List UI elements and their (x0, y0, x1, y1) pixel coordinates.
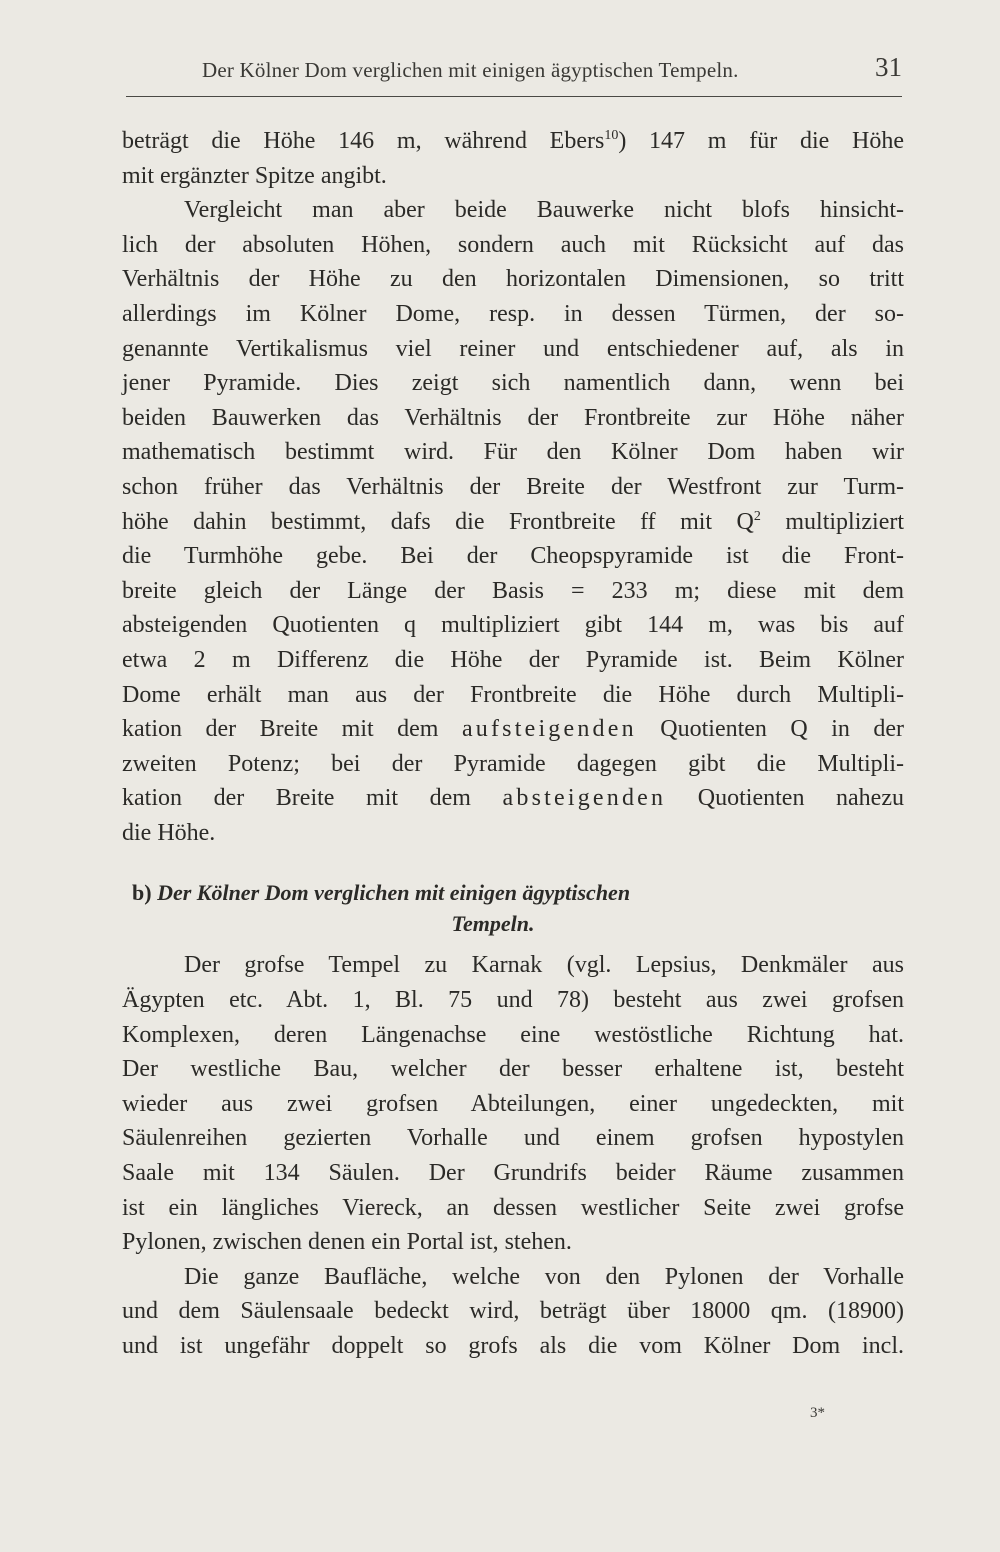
text-line: und dem Säulensaale bedeckt wird, beträgt über 18000 qm. (18900) (122, 1298, 904, 1325)
text-line: jener Pyramide. Dies zeigt sich namentlich dann, wenn bei (122, 370, 904, 397)
text-line: Der grofse Tempel zu Karnak (vgl. Lepsius, Denkmäler aus (184, 952, 904, 979)
text-line: genannte Vertikalismus viel reiner und entschiedener auf, als in (122, 335, 904, 362)
text-line: mit ergänzter Spitze angibt. (122, 162, 387, 189)
text-line: Verhältnis der Höhe zu den horizontalen Dimensionen, so tritt (122, 266, 904, 293)
text-line: Pylonen, zwischen denen ein Portal ist, stehen. (122, 1229, 572, 1256)
text-line: die Turmhöhe gebe. Bei der Cheopspyramide ist die Front- (122, 543, 904, 570)
paragraph (122, 193, 904, 850)
text-line (122, 712, 904, 747)
text-line: ist ein längliches Viereck, an dessen westlicher Seite zwei grofse (122, 1194, 904, 1221)
text-segment: Quotienten nahezu (666, 785, 904, 812)
section-label: b) (132, 880, 152, 906)
body-text (122, 124, 904, 1364)
header-rule (126, 96, 902, 97)
text-line: Ägypten etc. Abt. 1, Bl. 75 und 78) besteht aus zwei grofsen (122, 987, 904, 1014)
emphasized-word: aufsteigenden (461, 716, 637, 743)
text-line: mathematisch bestimmt wird. Für den Kölner Dom haben wir (122, 439, 904, 466)
paragraph (122, 124, 904, 193)
paragraph (122, 948, 904, 1259)
section-heading (122, 876, 904, 944)
section-title: Der Kölner Dom verglichen mit einigen ägyptischen (157, 880, 631, 906)
text-segment: Quotienten Q in der (636, 716, 904, 743)
text-line: die Höhe. (122, 819, 216, 846)
text-line: etwa 2 m Differenz die Höhe der Pyramide ist. Beim Kölner (122, 646, 904, 673)
text-line (122, 124, 904, 159)
page-number: 31 (875, 52, 902, 82)
section-heading-line: Tempeln. (451, 911, 535, 937)
text-line: Säulenreihen gezierten Vorhalle und einem grofsen hypostylen (122, 1125, 904, 1152)
text-segment: kation der Breite mit dem (122, 785, 503, 812)
text-line (122, 781, 904, 816)
text-line: Der westliche Bau, welcher der besser erhaltene ist, besteht (122, 1056, 904, 1083)
text-line: breite gleich der Länge der Basis = 233 m; diese mit dem (122, 577, 904, 604)
text-line: Komplexen, deren Längenachse eine westöstliche Richtung hat. (122, 1021, 904, 1048)
text-segment: kation der Breite mit dem (122, 716, 462, 743)
section-heading-line (122, 876, 904, 910)
text-line: Saale mit 134 Säulen. Der Grundrifs beider Räume zusammen (122, 1160, 904, 1187)
text-line: allerdings im Kölner Dome, resp. in dessen Türmen, der so- (122, 300, 904, 327)
emphasized-word: absteigenden (502, 785, 667, 812)
superscript: 2 (753, 508, 761, 524)
text-line: beiden Bauwerken das Verhältnis der Frontbreite zur Höhe näher (122, 404, 904, 431)
text-segment: multipliziert (760, 508, 904, 535)
text-segment: ) 147 m für die Höhe (618, 128, 904, 154)
text-line: wieder aus zwei grofsen Abteilungen, einer ungedeckten, mit (122, 1090, 904, 1117)
text-line (122, 505, 904, 540)
running-title: Der Kölner Dom verglichen mit einigen ägyptischen Tempeln. (202, 58, 739, 82)
text-segment: höhe dahin bestimmt, dafs die Frontbreite ff mit Q (122, 508, 754, 535)
text-line: Die ganze Baufläche, welche von den Pylonen der Vorhalle (184, 1263, 904, 1290)
text-line: absteigenden Quotienten q multipliziert gibt 144 m, was bis auf (122, 612, 904, 639)
footnote-reference: 10 (604, 128, 619, 143)
text-segment: beträgt die Höhe 146 m, während Ebers (122, 128, 605, 154)
running-header (120, 52, 904, 92)
text-line: zweiten Potenz; bei der Pyramide dagegen gibt die Multipli- (122, 750, 904, 777)
text-line: und ist ungefähr doppelt so grofs als die vom Kölner Dom incl. (122, 1333, 904, 1359)
signature-mark: 3* (810, 1405, 825, 1421)
text-line: lich der absoluten Höhen, sondern auch mit Rücksicht auf das (122, 231, 904, 258)
paragraph (122, 1260, 904, 1364)
text-line: Vergleicht man aber beide Bauwerke nicht blofs hinsicht- (184, 197, 904, 224)
spacer (122, 850, 904, 876)
text-line: Dome erhält man aus der Frontbreite die Höhe durch Multipli- (122, 681, 904, 708)
text-line: schon früher das Verhältnis der Breite der Westfront zur Turm- (122, 473, 904, 500)
